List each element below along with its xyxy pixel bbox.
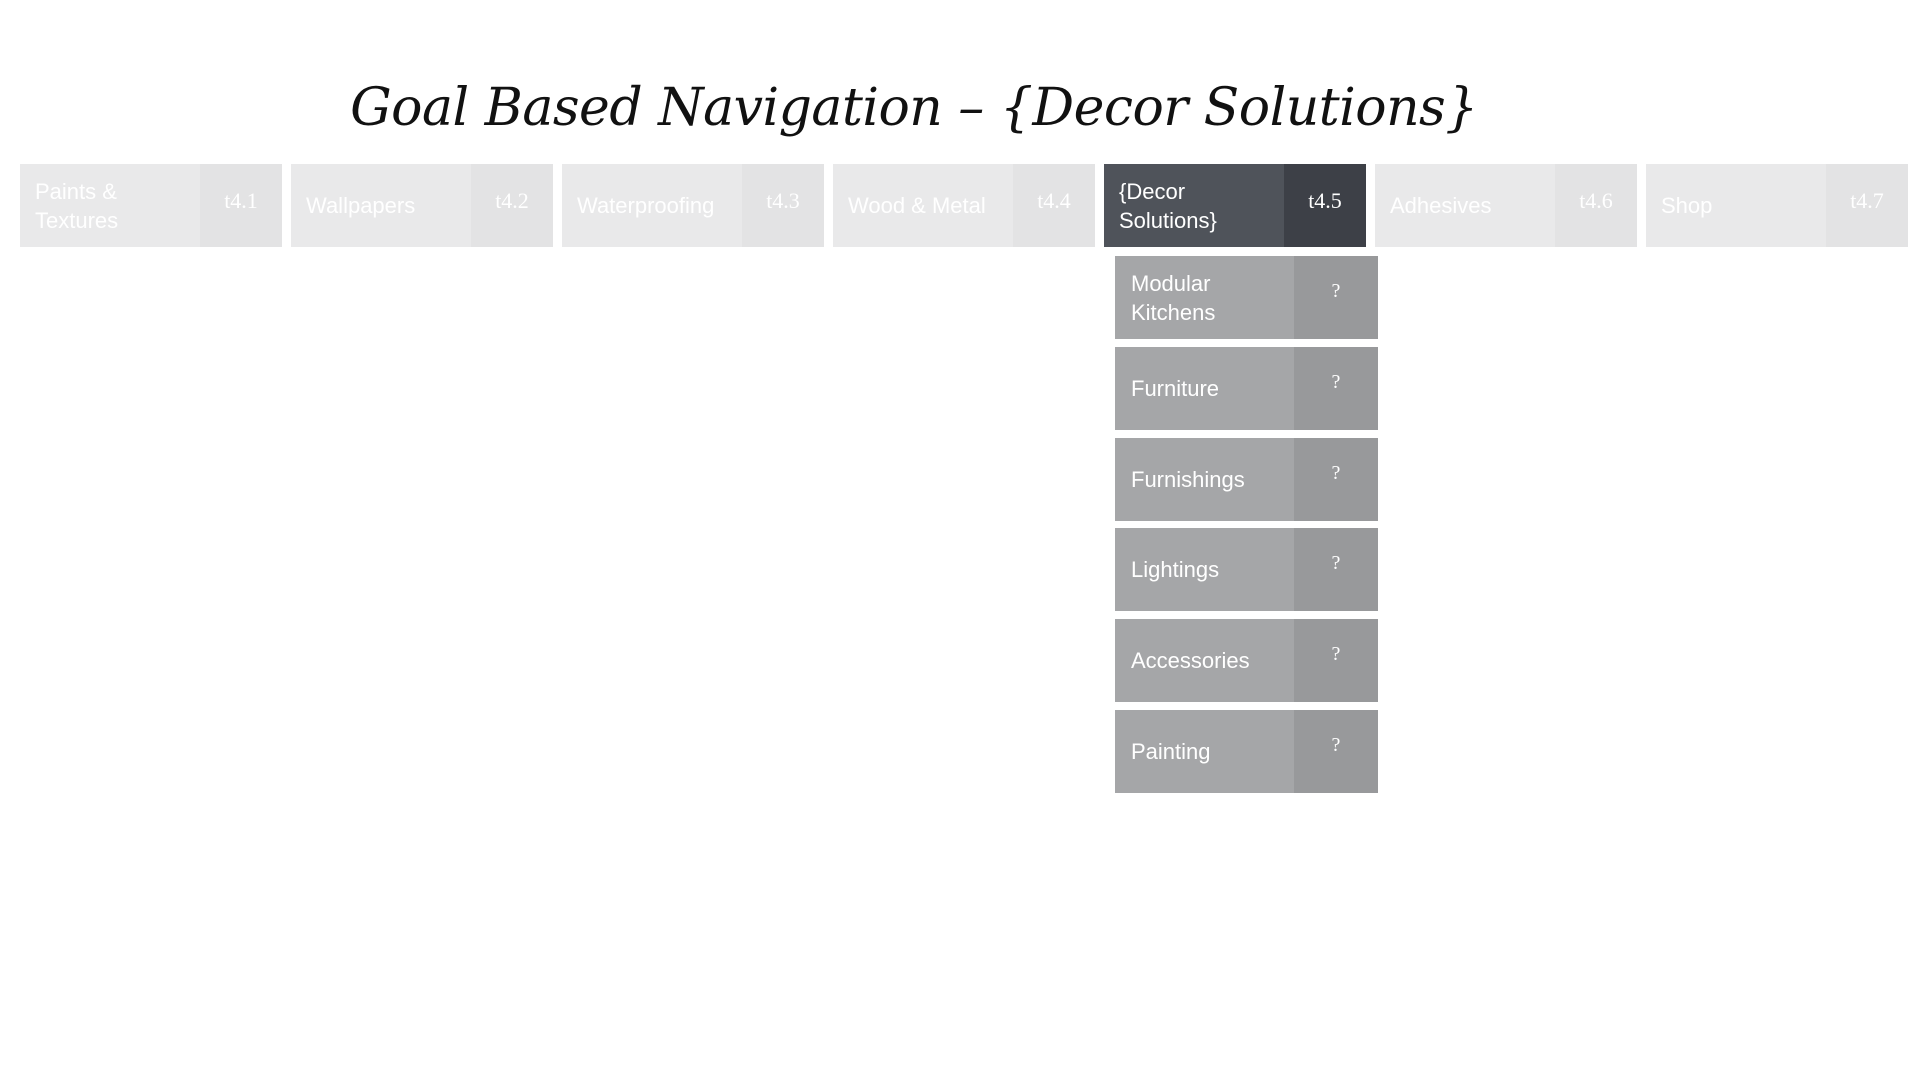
submenu-item-furniture[interactable] [1115,347,1378,430]
submenu-item-code: ? [1294,256,1378,339]
nav-item-wallpapers[interactable] [291,164,553,247]
nav-item-shop[interactable] [1646,164,1908,247]
nav-item-wood-metal[interactable] [833,164,1095,247]
submenu-item-code: ? [1294,710,1378,793]
nav-item-code: t4.1 [200,164,282,247]
nav-item-code: t4.6 [1555,164,1637,247]
nav-item-label: Wood & Metal [833,164,1013,247]
nav-item-waterproofing[interactable] [562,164,824,247]
submenu-item-modular-kitchens[interactable] [1115,256,1378,339]
submenu-item-lightings[interactable] [1115,528,1378,611]
submenu-item-code: ? [1294,619,1378,702]
submenu-item-label: Lightings [1115,528,1294,611]
submenu-item-label: Accessories [1115,619,1294,702]
nav-item-label: Wallpapers [291,164,471,247]
nav-item-code: t4.7 [1826,164,1908,247]
nav-item-code: t4.5 [1284,164,1366,247]
nav-item-label: Adhesives [1375,164,1555,247]
nav-item-label: Shop [1646,164,1826,247]
submenu-item-furnishings[interactable] [1115,438,1378,521]
submenu-item-label: Furniture [1115,347,1294,430]
page-title: Goal Based Navigation – {Decor Solutions} [350,78,1478,138]
nav-item-code: t4.4 [1013,164,1095,247]
nav-item-code: t4.2 [471,164,553,247]
submenu-item-label: Painting [1115,710,1294,793]
submenu-item-painting[interactable] [1115,710,1378,793]
nav-item-paints-textures[interactable] [20,164,282,247]
submenu-item-code: ? [1294,438,1378,521]
nav-item-adhesives[interactable] [1375,164,1637,247]
nav-item-decor-solutions[interactable] [1104,164,1366,247]
nav-item-code: t4.3 [742,164,824,247]
nav-item-label: {Decor Solutions} [1104,164,1284,247]
submenu-item-label: Modular Kitchens [1115,256,1294,339]
nav-item-label: Paints & Textures [20,164,200,247]
submenu-item-code: ? [1294,347,1378,430]
submenu-item-accessories[interactable] [1115,619,1378,702]
submenu-item-code: ? [1294,528,1378,611]
submenu-item-label: Furnishings [1115,438,1294,521]
nav-item-label: Waterproofing [562,164,742,247]
